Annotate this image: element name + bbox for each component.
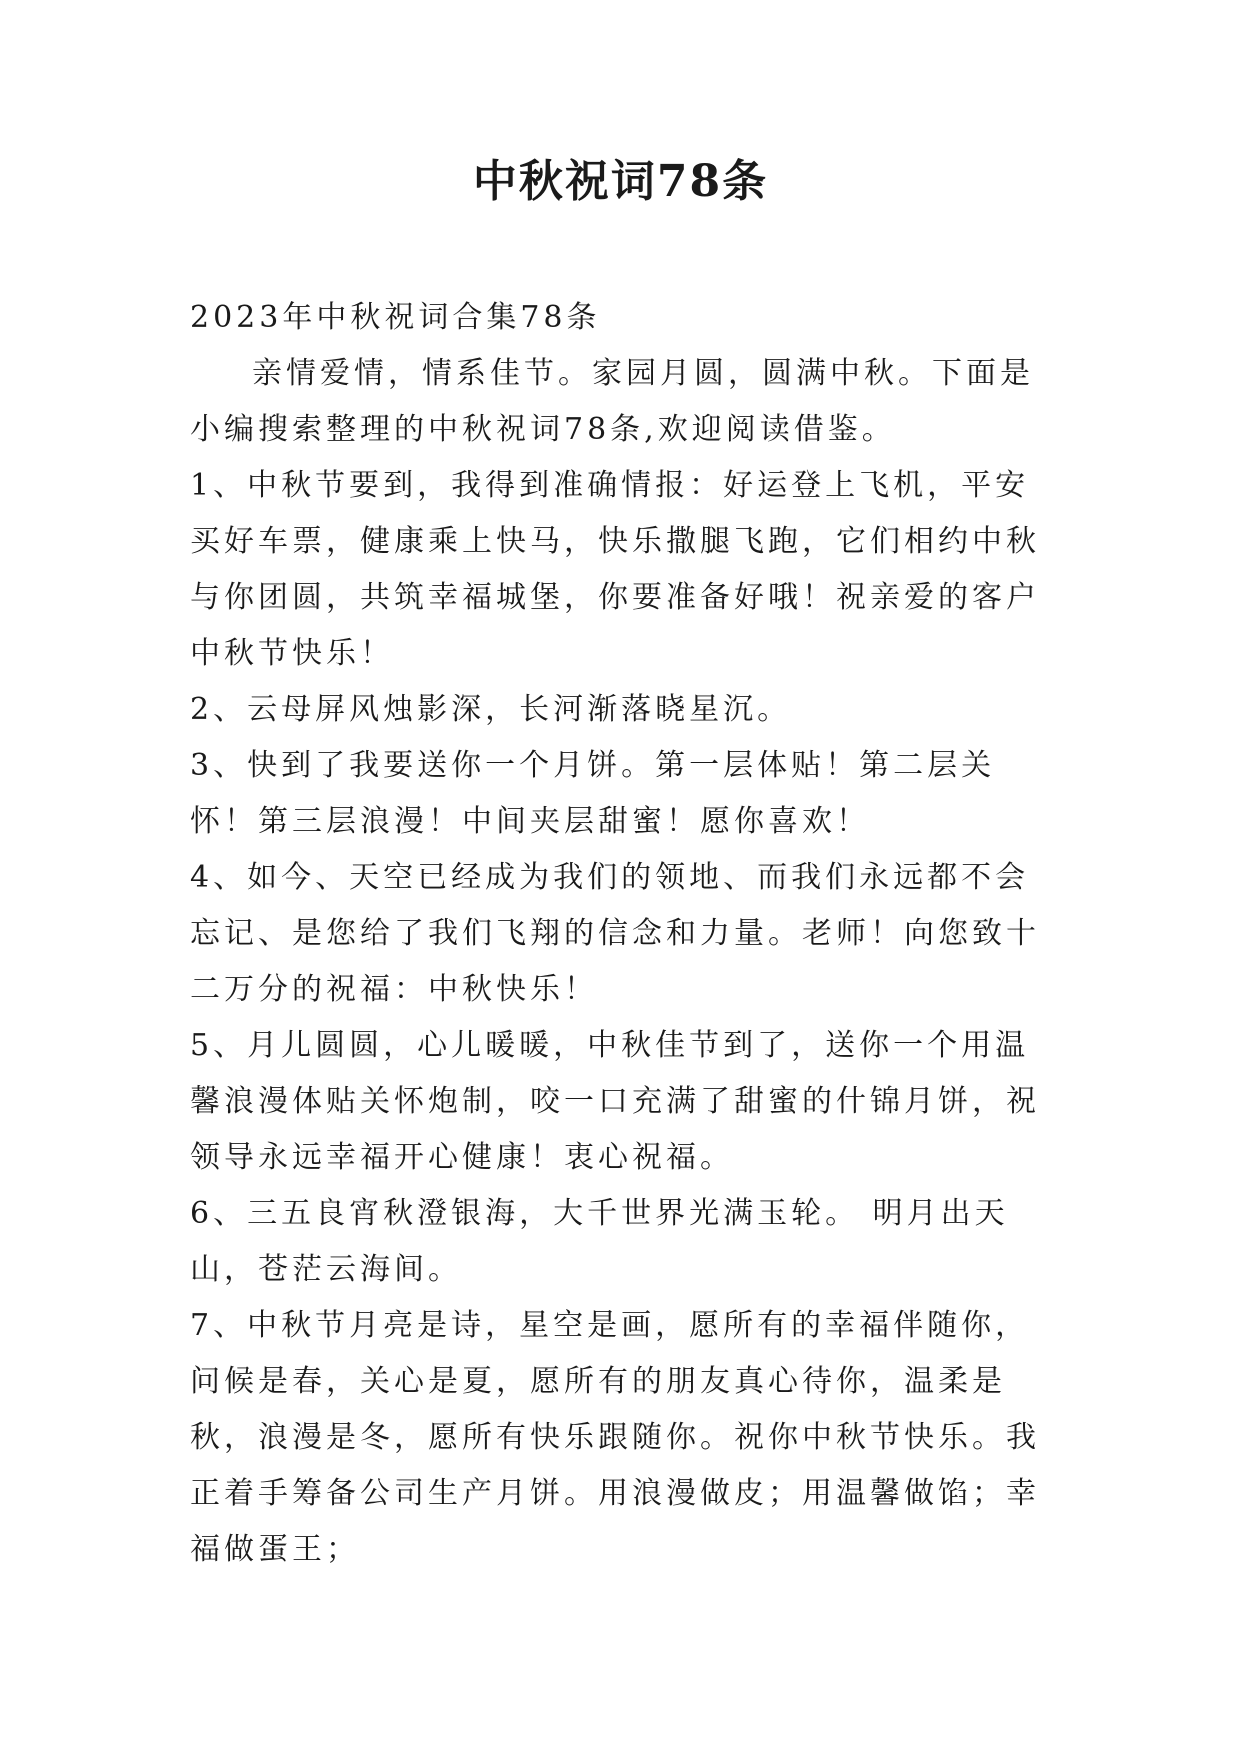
list-item: 1、中秋节要到，我得到准确情报：好运登上飞机，平安买好车票，健康乘上快马，快乐撒腿飞跑，它们相约中秋与你团圆，共筑幸福城堡，你要准备好哦！祝亲爱的客户中秋节快乐！ — [190, 468, 1040, 671]
document-body — [190, 290, 1060, 1578]
list-item: 5、月儿圆圆，心儿暖暖，中秋佳节到了，送你一个用温馨浪漫体贴关怀炮制，咬一口充满了甜蜜的什锦月饼，祝领导永远幸福开心健康！衷心祝福。 — [190, 1028, 1040, 1175]
list-item: 6、三五良宵秋澄银海，大千世界光满玉轮。 明月出天山，苍茫云海间。 — [190, 1196, 1009, 1287]
intro-paragraph: 亲情爱情，情系佳节。家园月圆，圆满中秋。下面是小编搜索整理的中秋祝词78条,欢迎阅读借鉴。 — [190, 356, 1034, 447]
list-item: 2、云母屏风烛影深，长河渐落晓星沉。 — [190, 692, 792, 727]
document-title: 中秋祝词78条 — [472, 156, 769, 207]
list-item: 7、中秋节月亮是诗，星空是画，愿所有的幸福伴随你，问候是春，关心是夏，愿所有的朋友真心待你，温柔是秋，浪漫是冬，愿所有快乐跟随你。祝你中秋节快乐。我正着手筹备公司生产月饼。用浪漫做皮；用温馨做馅；幸福做蛋王； — [190, 1308, 1040, 1567]
list-item: 3、快到了我要送你一个月饼。第一层体贴！第二层关怀！第三层浪漫！中间夹层甜蜜！愿你喜欢！ — [190, 748, 996, 839]
list-item: 4、如今、天空已经成为我们的领地、而我们永远都不会忘记、是您给了我们飞翔的信念和力量。老师！向您致十二万分的祝福：中秋快乐！ — [190, 860, 1040, 1007]
document-subtitle: 2023年中秋祝词合集78条 — [190, 300, 601, 335]
